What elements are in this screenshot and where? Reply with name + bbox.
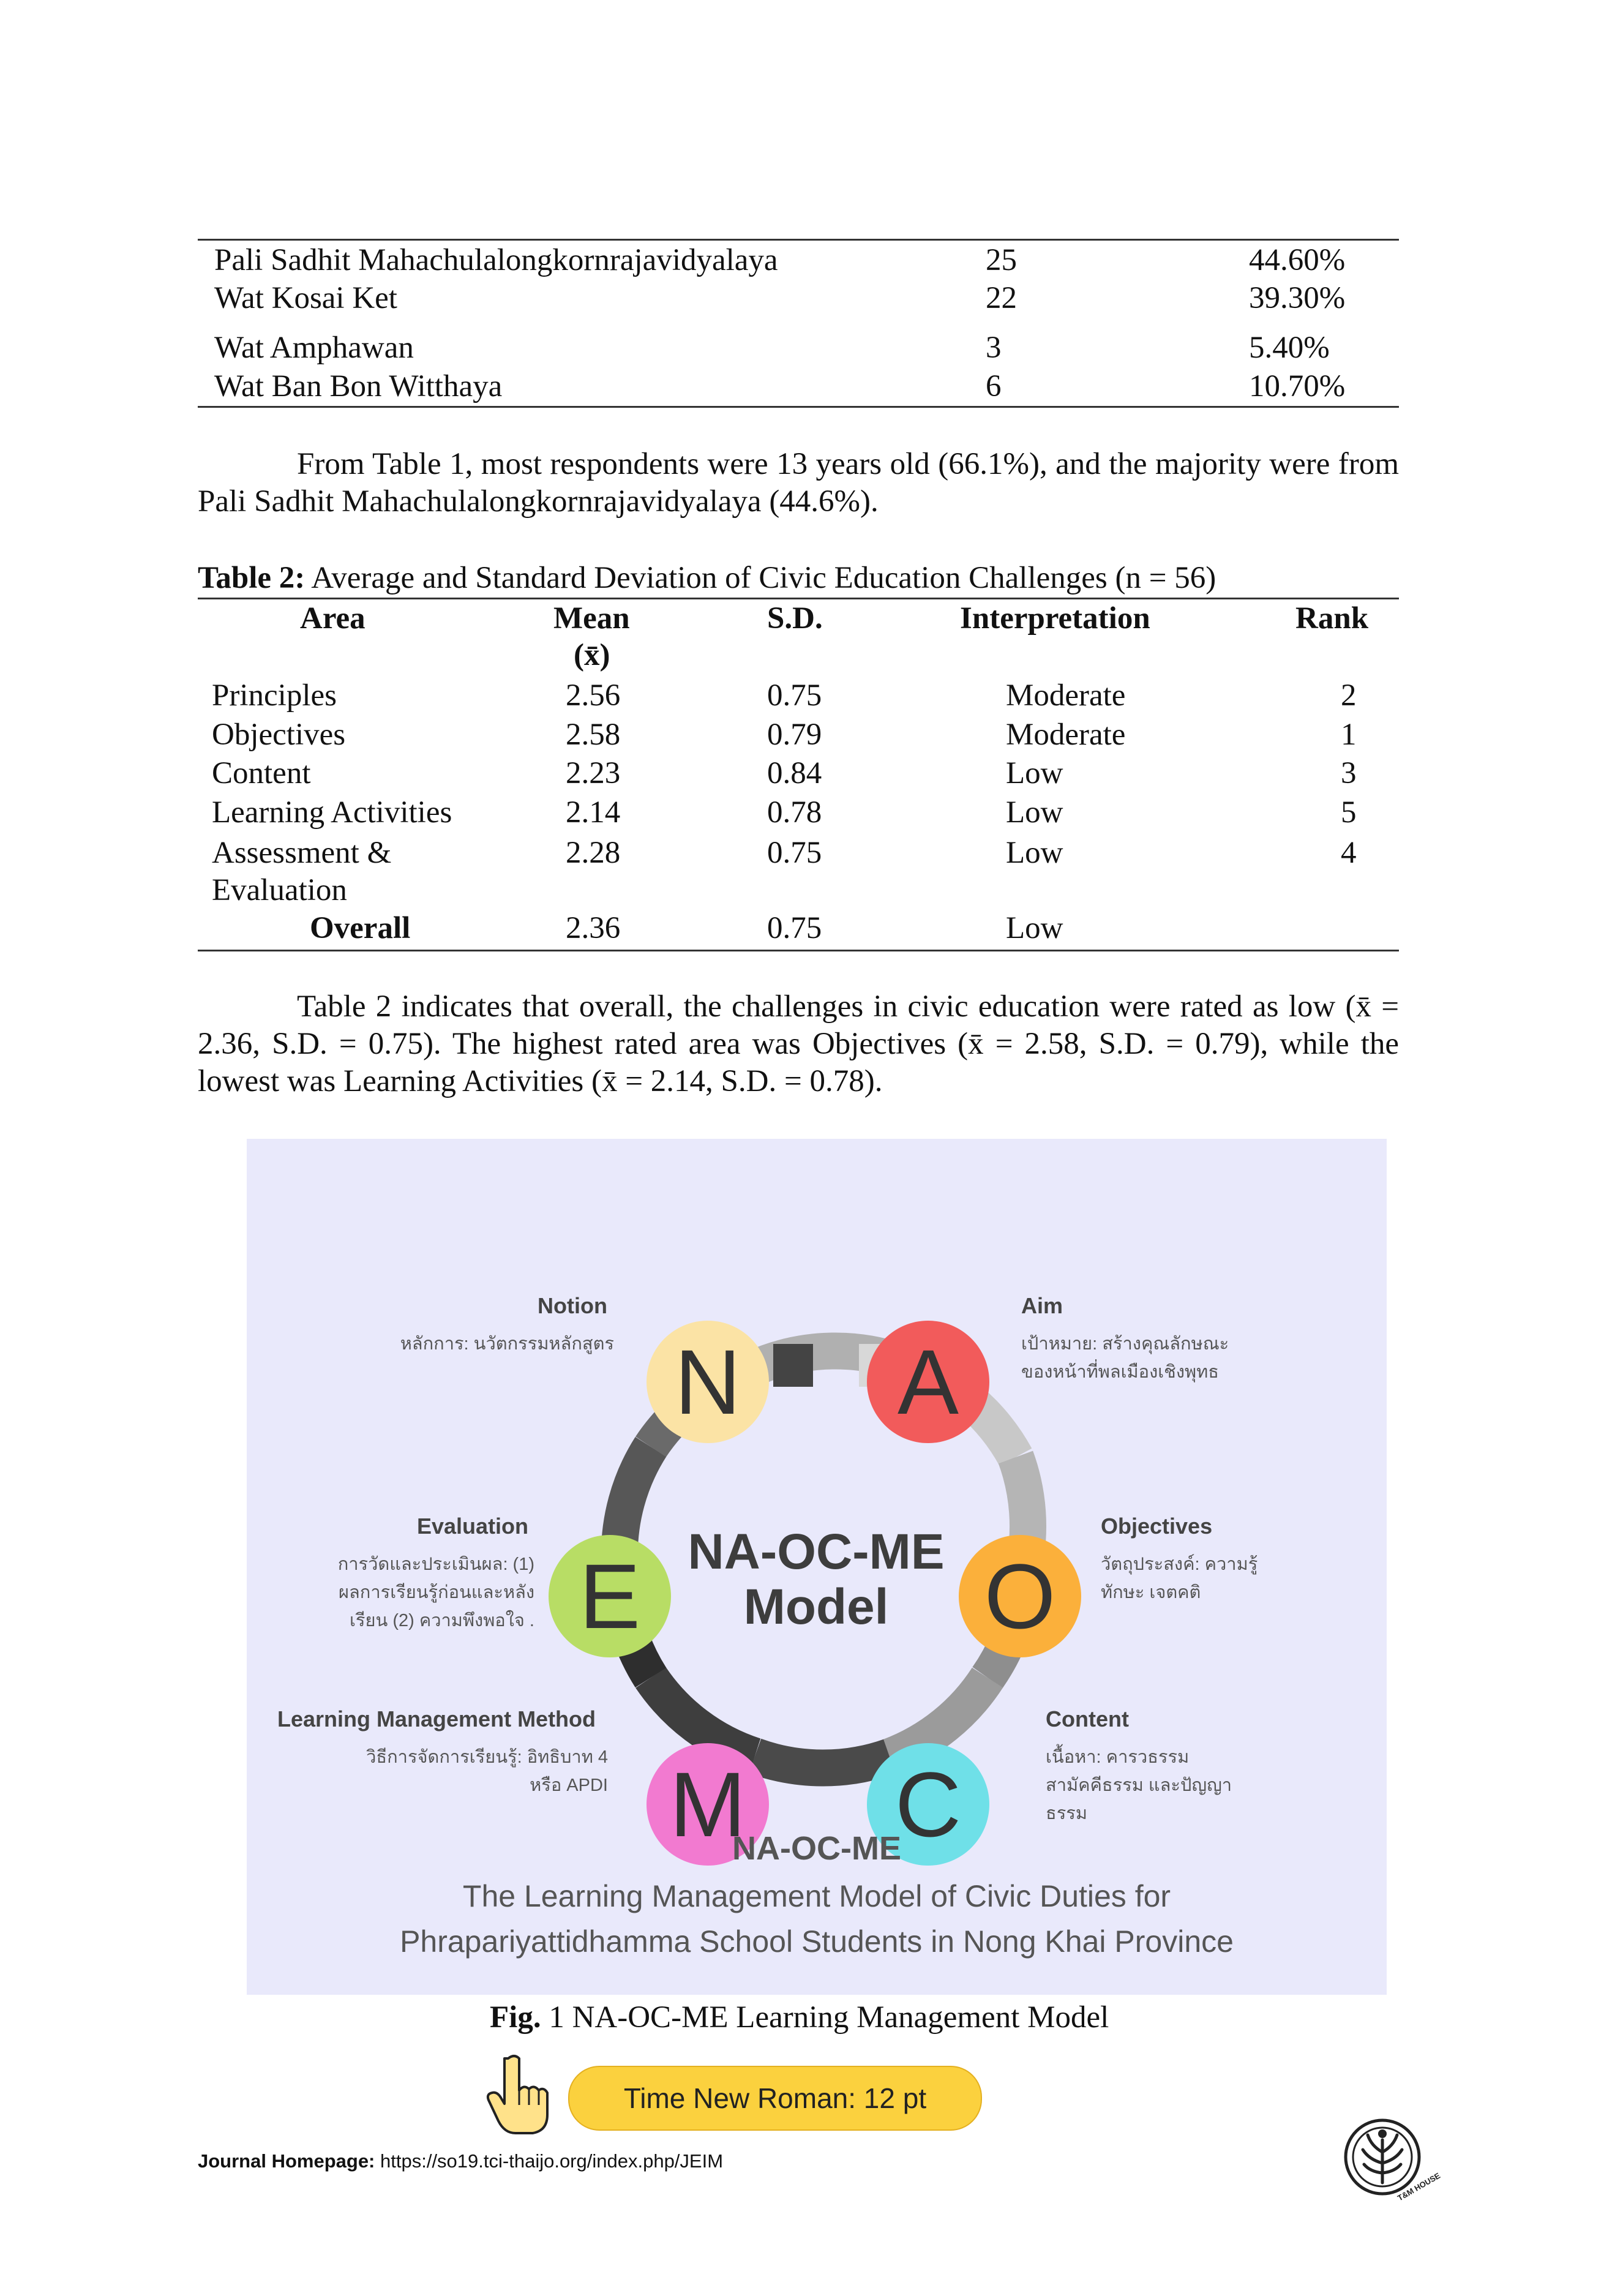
table1-cell-percent: 10.70% bbox=[1249, 369, 1346, 403]
evaluation-desc: การวัดและประเมินผล: (1) ผลการเรียนรู้ก่อนและหลังเรียน (2) ความพึงพอใจ . bbox=[337, 1555, 534, 1630]
figure-na-oc-me-model bbox=[247, 1139, 1387, 1995]
aim-label: Aim bbox=[1021, 1293, 1063, 1318]
table2-cell-interpretation: Moderate bbox=[1006, 678, 1126, 713]
aim-node: A bbox=[867, 1321, 989, 1443]
table2-cell-area: Learning Activities bbox=[212, 795, 452, 830]
table2-header-rank: Rank bbox=[1295, 601, 1369, 636]
table2-cell-interpretation: Low bbox=[1006, 911, 1063, 945]
evaluation-node: E bbox=[549, 1535, 671, 1657]
table2-header-mean: Mean bbox=[553, 601, 630, 636]
table2-cell-interpretation: Low bbox=[1006, 795, 1063, 830]
model-center-title bbox=[669, 1525, 963, 1635]
notion-desc: หลักการ: นวัตกรรมหลักสูตร bbox=[400, 1334, 614, 1354]
table2-cell-area: Overall bbox=[310, 911, 411, 945]
table2-cell-mean: 2.23 bbox=[566, 756, 621, 790]
table1-cell-percent: 44.60% bbox=[1249, 243, 1346, 277]
table2-caption-text: Average and Standard Deviation of Civic Education Challenges (n = 56) bbox=[311, 561, 1216, 595]
table2-cell-sd: 0.84 bbox=[767, 756, 822, 790]
table2-header-mean-symbol: (x̄) bbox=[574, 638, 610, 672]
table2-cell-sd: 0.75 bbox=[767, 911, 822, 945]
font-note-badge bbox=[568, 2066, 982, 2131]
table1-cell-name: Wat Kosai Ket bbox=[214, 281, 397, 315]
table2-cell-area: Objectives bbox=[212, 718, 346, 752]
table1-bottom-rule bbox=[198, 406, 1399, 408]
table2-caption-label: Table 2: bbox=[198, 561, 305, 595]
method-node: M bbox=[647, 1743, 769, 1866]
table2-cell-sd: 0.78 bbox=[767, 795, 822, 830]
figure-model-title: NA-OC-ME bbox=[732, 1830, 901, 1867]
hand-pointer-icon bbox=[484, 2051, 551, 2137]
table2-cell-mean: 2.28 bbox=[566, 836, 621, 870]
journal-logo-icon bbox=[1341, 2115, 1442, 2207]
content-node: C bbox=[867, 1743, 989, 1866]
table1-cell-name: Wat Ban Bon Witthaya bbox=[214, 369, 503, 403]
model-center-line1: NA-OC-ME bbox=[688, 1524, 945, 1580]
table2-cell-area-continued: Evaluation bbox=[212, 873, 347, 907]
objectives-desc: วัตถุประสงค์: ความรู้ ทักษะ เจตคติ bbox=[1101, 1555, 1258, 1602]
table2-cell-rank: 2 bbox=[1341, 678, 1357, 713]
table2-bottom-rule bbox=[198, 950, 1399, 951]
table2-header-interpretation: Interpretation bbox=[960, 601, 1150, 636]
table2-cell-sd: 0.79 bbox=[767, 718, 822, 752]
notion-node: N bbox=[647, 1321, 769, 1443]
table1-cell-count: 3 bbox=[986, 331, 1002, 365]
table2-cell-area: Content bbox=[212, 756, 311, 790]
method-label: Learning Management Method bbox=[277, 1706, 596, 1731]
objectives-node: O bbox=[959, 1535, 1081, 1657]
figure-subtitle-line1: The Learning Management Model of Civic Duties for bbox=[462, 1879, 1171, 1913]
notion-label: Notion bbox=[538, 1293, 607, 1318]
figure-model-subtitle bbox=[247, 1874, 1387, 1964]
font-note-text: Time New Roman: 12 pt bbox=[623, 2082, 927, 2114]
content-desc: เนื้อหา: คารวธรรม สามัคคีธรรม และปัญญาธรรม bbox=[1046, 1747, 1232, 1823]
table1-cell-name: Wat Amphawan bbox=[214, 331, 414, 365]
objectives-label: Objectives bbox=[1101, 1514, 1213, 1539]
figure-caption bbox=[490, 1999, 1109, 2036]
table2-cell-sd: 0.75 bbox=[767, 836, 822, 870]
aim-desc: เป้าหมาย: สร้างคุณลักษณะของหน้าที่พลเมืองเชิงพุทธ bbox=[1021, 1334, 1229, 1382]
evaluation-label: Evaluation bbox=[417, 1514, 529, 1539]
figure-caption-text: 1 NA-OC-ME Learning Management Model bbox=[549, 2000, 1109, 2035]
logo-text: T&M HOUSE bbox=[1396, 2170, 1442, 2203]
table1-top-rule bbox=[198, 239, 1399, 241]
table2-caption bbox=[198, 560, 1216, 596]
table2-cell-rank: 3 bbox=[1341, 756, 1357, 790]
footer-label: Journal Homepage: bbox=[198, 2150, 375, 2172]
paragraph-table1-summary: From Table 1, most respondents were 13 years old (66.1%), and the majority were from Pali Sadhit Mahachulalongkornrajavidyalaya (44.6%). bbox=[198, 447, 1399, 519]
table1-cell-name: Pali Sadhit Mahachulalongkornrajavidyalaya bbox=[214, 243, 778, 277]
table2-cell-area: Principles bbox=[212, 678, 337, 713]
method-desc: วิธีการจัดการเรียนรู้: อิทธิบาท 4 หรือ APDI bbox=[366, 1747, 608, 1795]
table2-cell-interpretation: Moderate bbox=[1006, 718, 1126, 752]
table2-cell-interpretation: Low bbox=[1006, 836, 1063, 870]
table2-cell-mean: 2.58 bbox=[566, 718, 621, 752]
figure-subtitle-line2: Phrapariyattidhamma School Students in Nong Khai Province bbox=[400, 1924, 1234, 1959]
footer-url[interactable]: https://so19.tci-thaijo.org/index.php/JEIM bbox=[380, 2150, 724, 2172]
table1-cell-percent: 39.30% bbox=[1249, 281, 1346, 315]
table2-header-sd: S.D. bbox=[767, 601, 823, 636]
table1-cell-percent: 5.40% bbox=[1249, 331, 1330, 365]
table2-cell-rank: 4 bbox=[1341, 836, 1357, 870]
table2-cell-interpretation: Low bbox=[1006, 756, 1063, 790]
table2-top-rule bbox=[198, 598, 1399, 599]
paragraph-table2-summary: Table 2 indicates that overall, the challenges in civic education were rated as low (x̄ = 2.36, S.D. = 0.75). The highest rated area was Objectives (x̄ = 2.58, S.D. = 0.79), while the lowest was Learning Activities (x̄ = 2.14, S.D. = 0.78). bbox=[198, 989, 1399, 1098]
table2-header-area: Area bbox=[300, 601, 365, 636]
table2-cell-mean: 2.56 bbox=[566, 678, 621, 713]
table2-cell-rank: 1 bbox=[1341, 718, 1357, 752]
table1-cell-count: 25 bbox=[986, 243, 1017, 277]
model-center-line2: Model bbox=[743, 1579, 889, 1635]
table1-cell-count: 6 bbox=[986, 369, 1002, 403]
content-label: Content bbox=[1046, 1706, 1129, 1731]
table2-cell-area: Assessment & bbox=[212, 836, 392, 870]
table2-cell-rank: 5 bbox=[1341, 795, 1357, 830]
table2-cell-sd: 0.75 bbox=[767, 678, 822, 713]
figure-caption-label: Fig. bbox=[490, 2000, 541, 2035]
table1-cell-count: 22 bbox=[986, 281, 1017, 315]
table2-cell-mean: 2.36 bbox=[566, 911, 621, 945]
footer bbox=[198, 2150, 723, 2172]
table2-cell-mean: 2.14 bbox=[566, 795, 621, 830]
